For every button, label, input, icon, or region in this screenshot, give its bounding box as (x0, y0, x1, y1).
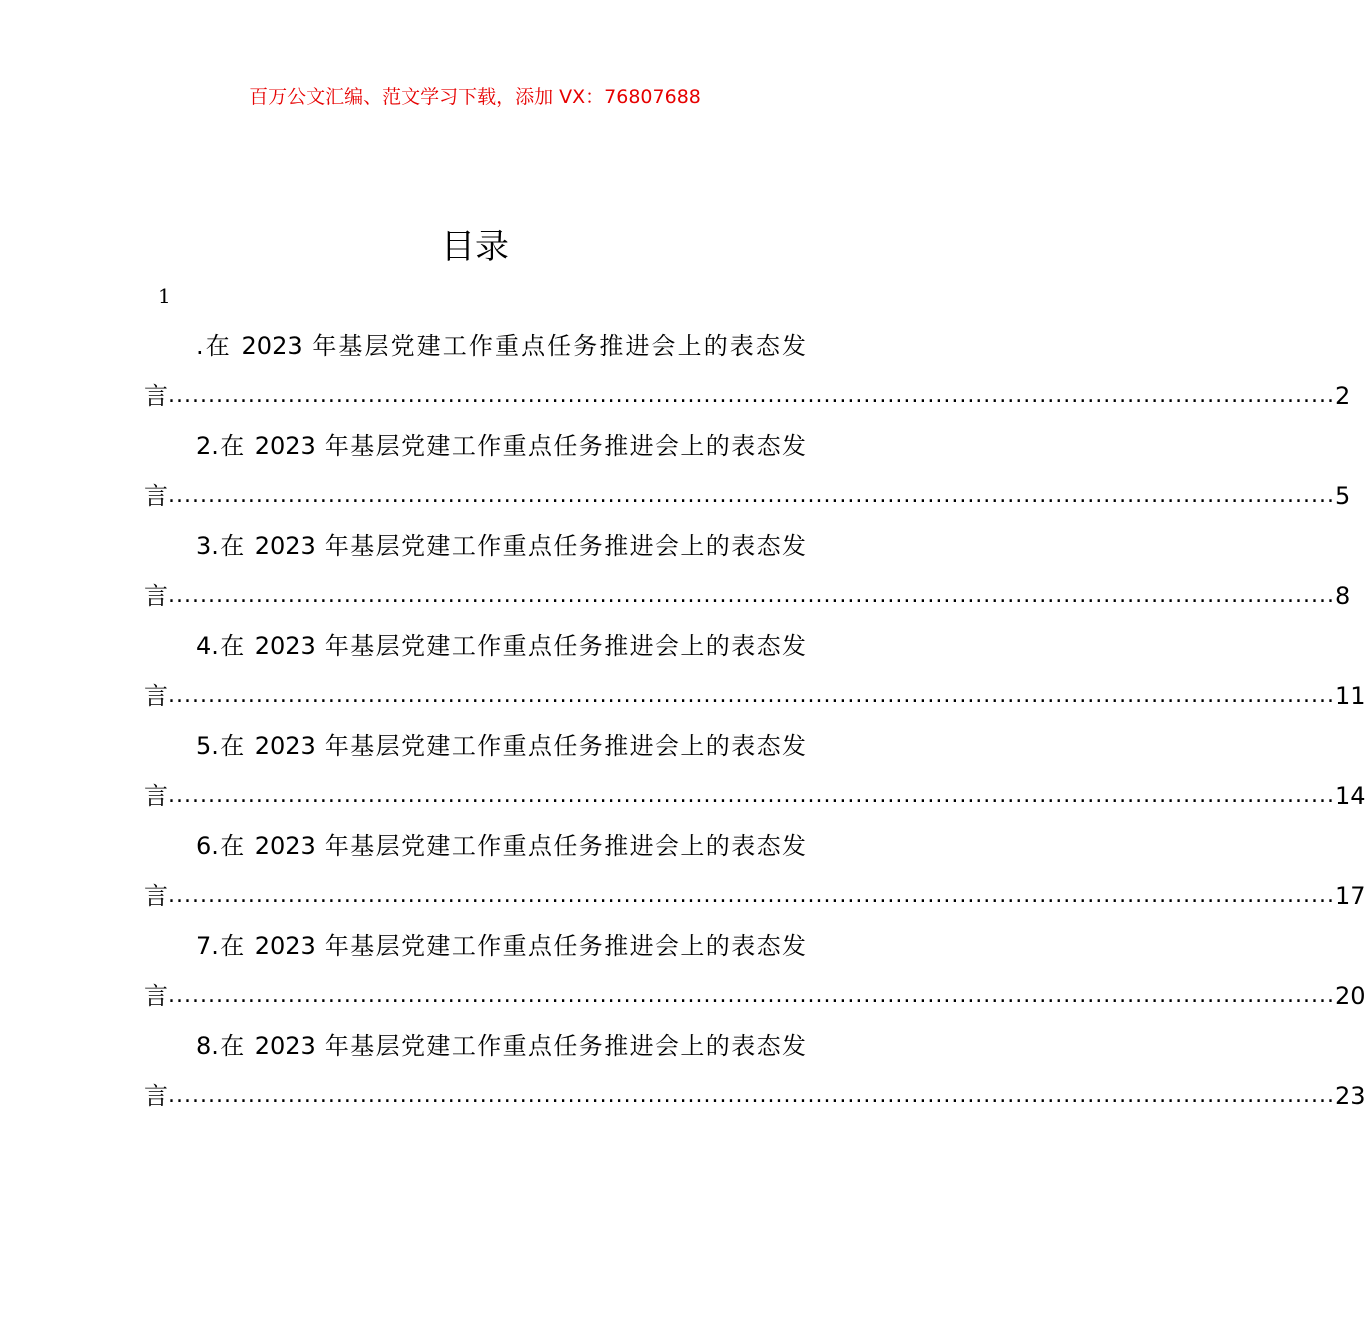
toc-leader-dots: .................................................................................................................................................. (168, 483, 1336, 508)
toc-entry-title-tail: 言 (144, 982, 168, 1010)
toc-entry-title: 6.在 2023 年基层党建工作重点任务推进会上的表态发 (196, 832, 806, 860)
toc-entry-title-tail: 言 (144, 382, 168, 410)
toc-entry-title: 8.在 2023 年基层党建工作重点任务推进会上的表态发 (196, 1032, 806, 1060)
toc-entry-title-tail: 言 (144, 1082, 168, 1110)
toc-entry-second-line (144, 471, 1351, 521)
toc-entry-title: 4.在 2023 年基层党建工作重点任务推进会上的表态发 (196, 632, 806, 660)
toc-leader-dots: .................................................................................................................................................. (168, 583, 1336, 608)
toc-entry-page-number: 14 (1335, 782, 1366, 810)
toc-entry-page-number: 5 (1335, 482, 1351, 510)
toc-entry-page-number: 23 (1335, 1082, 1366, 1110)
toc-leader-dots: .................................................................................................................................................. (168, 883, 1336, 908)
toc-entry[interactable] (144, 921, 1366, 1021)
toc-entry-second-line (144, 971, 1366, 1021)
toc-leader-dots: .................................................................................................................................................. (168, 783, 1336, 808)
toc-entry-second-line (144, 371, 1351, 421)
toc-entry[interactable] (144, 321, 1351, 421)
toc-entry-title-tail: 言 (144, 582, 168, 610)
toc-entry-second-line (144, 871, 1366, 921)
toc-entry[interactable] (144, 421, 1351, 521)
toc-entry[interactable] (144, 621, 1366, 721)
toc-entry-page-number: 20 (1335, 982, 1366, 1010)
toc-entry[interactable] (144, 721, 1366, 821)
toc-entry-title: 3.在 2023 年基层党建工作重点任务推进会上的表态发 (196, 532, 806, 560)
toc-entry-title: 5.在 2023 年基层党建工作重点任务推进会上的表态发 (196, 732, 806, 760)
toc-entry-second-line (144, 571, 1351, 621)
toc-entry-page-number: 8 (1335, 582, 1351, 610)
toc-leader-dots: .................................................................................................................................................. (168, 983, 1336, 1008)
toc-entry-title-tail: 言 (144, 782, 168, 810)
toc-entry-second-line (144, 771, 1366, 821)
promo-header: 百万公文汇编、范文学习下载，添加 VX：76807688 (249, 86, 701, 108)
toc-entry-page-number: 2 (1335, 382, 1351, 410)
toc-entry-title-tail: 言 (144, 882, 168, 910)
toc-entry-title: .在 2023 年基层党建工作重点任务推进会上的表态发 (196, 332, 806, 360)
toc-entry-second-line (144, 1071, 1366, 1121)
toc-entry-second-line (144, 671, 1366, 721)
toc-title: 目录 (441, 227, 509, 267)
toc-list (144, 321, 1366, 1121)
toc-entry-page-number: 17 (1335, 882, 1366, 910)
toc-leader-dots: .................................................................................................................................................. (168, 1083, 1336, 1108)
toc-entry[interactable] (144, 521, 1351, 621)
toc-entry-page-number: 11 (1335, 682, 1366, 710)
page-marker: 1 (158, 284, 171, 308)
toc-entry-title: 2.在 2023 年基层党建工作重点任务推进会上的表态发 (196, 432, 806, 460)
toc-entry-title: 7.在 2023 年基层党建工作重点任务推进会上的表态发 (196, 932, 806, 960)
toc-entry[interactable] (144, 821, 1366, 921)
toc-leader-dots: .................................................................................................................................................. (168, 683, 1336, 708)
toc-entry-title-tail: 言 (144, 682, 168, 710)
toc-entry[interactable] (144, 1021, 1366, 1121)
toc-leader-dots: .................................................................................................................................................. (168, 383, 1336, 408)
toc-entry-title-tail: 言 (144, 482, 168, 510)
